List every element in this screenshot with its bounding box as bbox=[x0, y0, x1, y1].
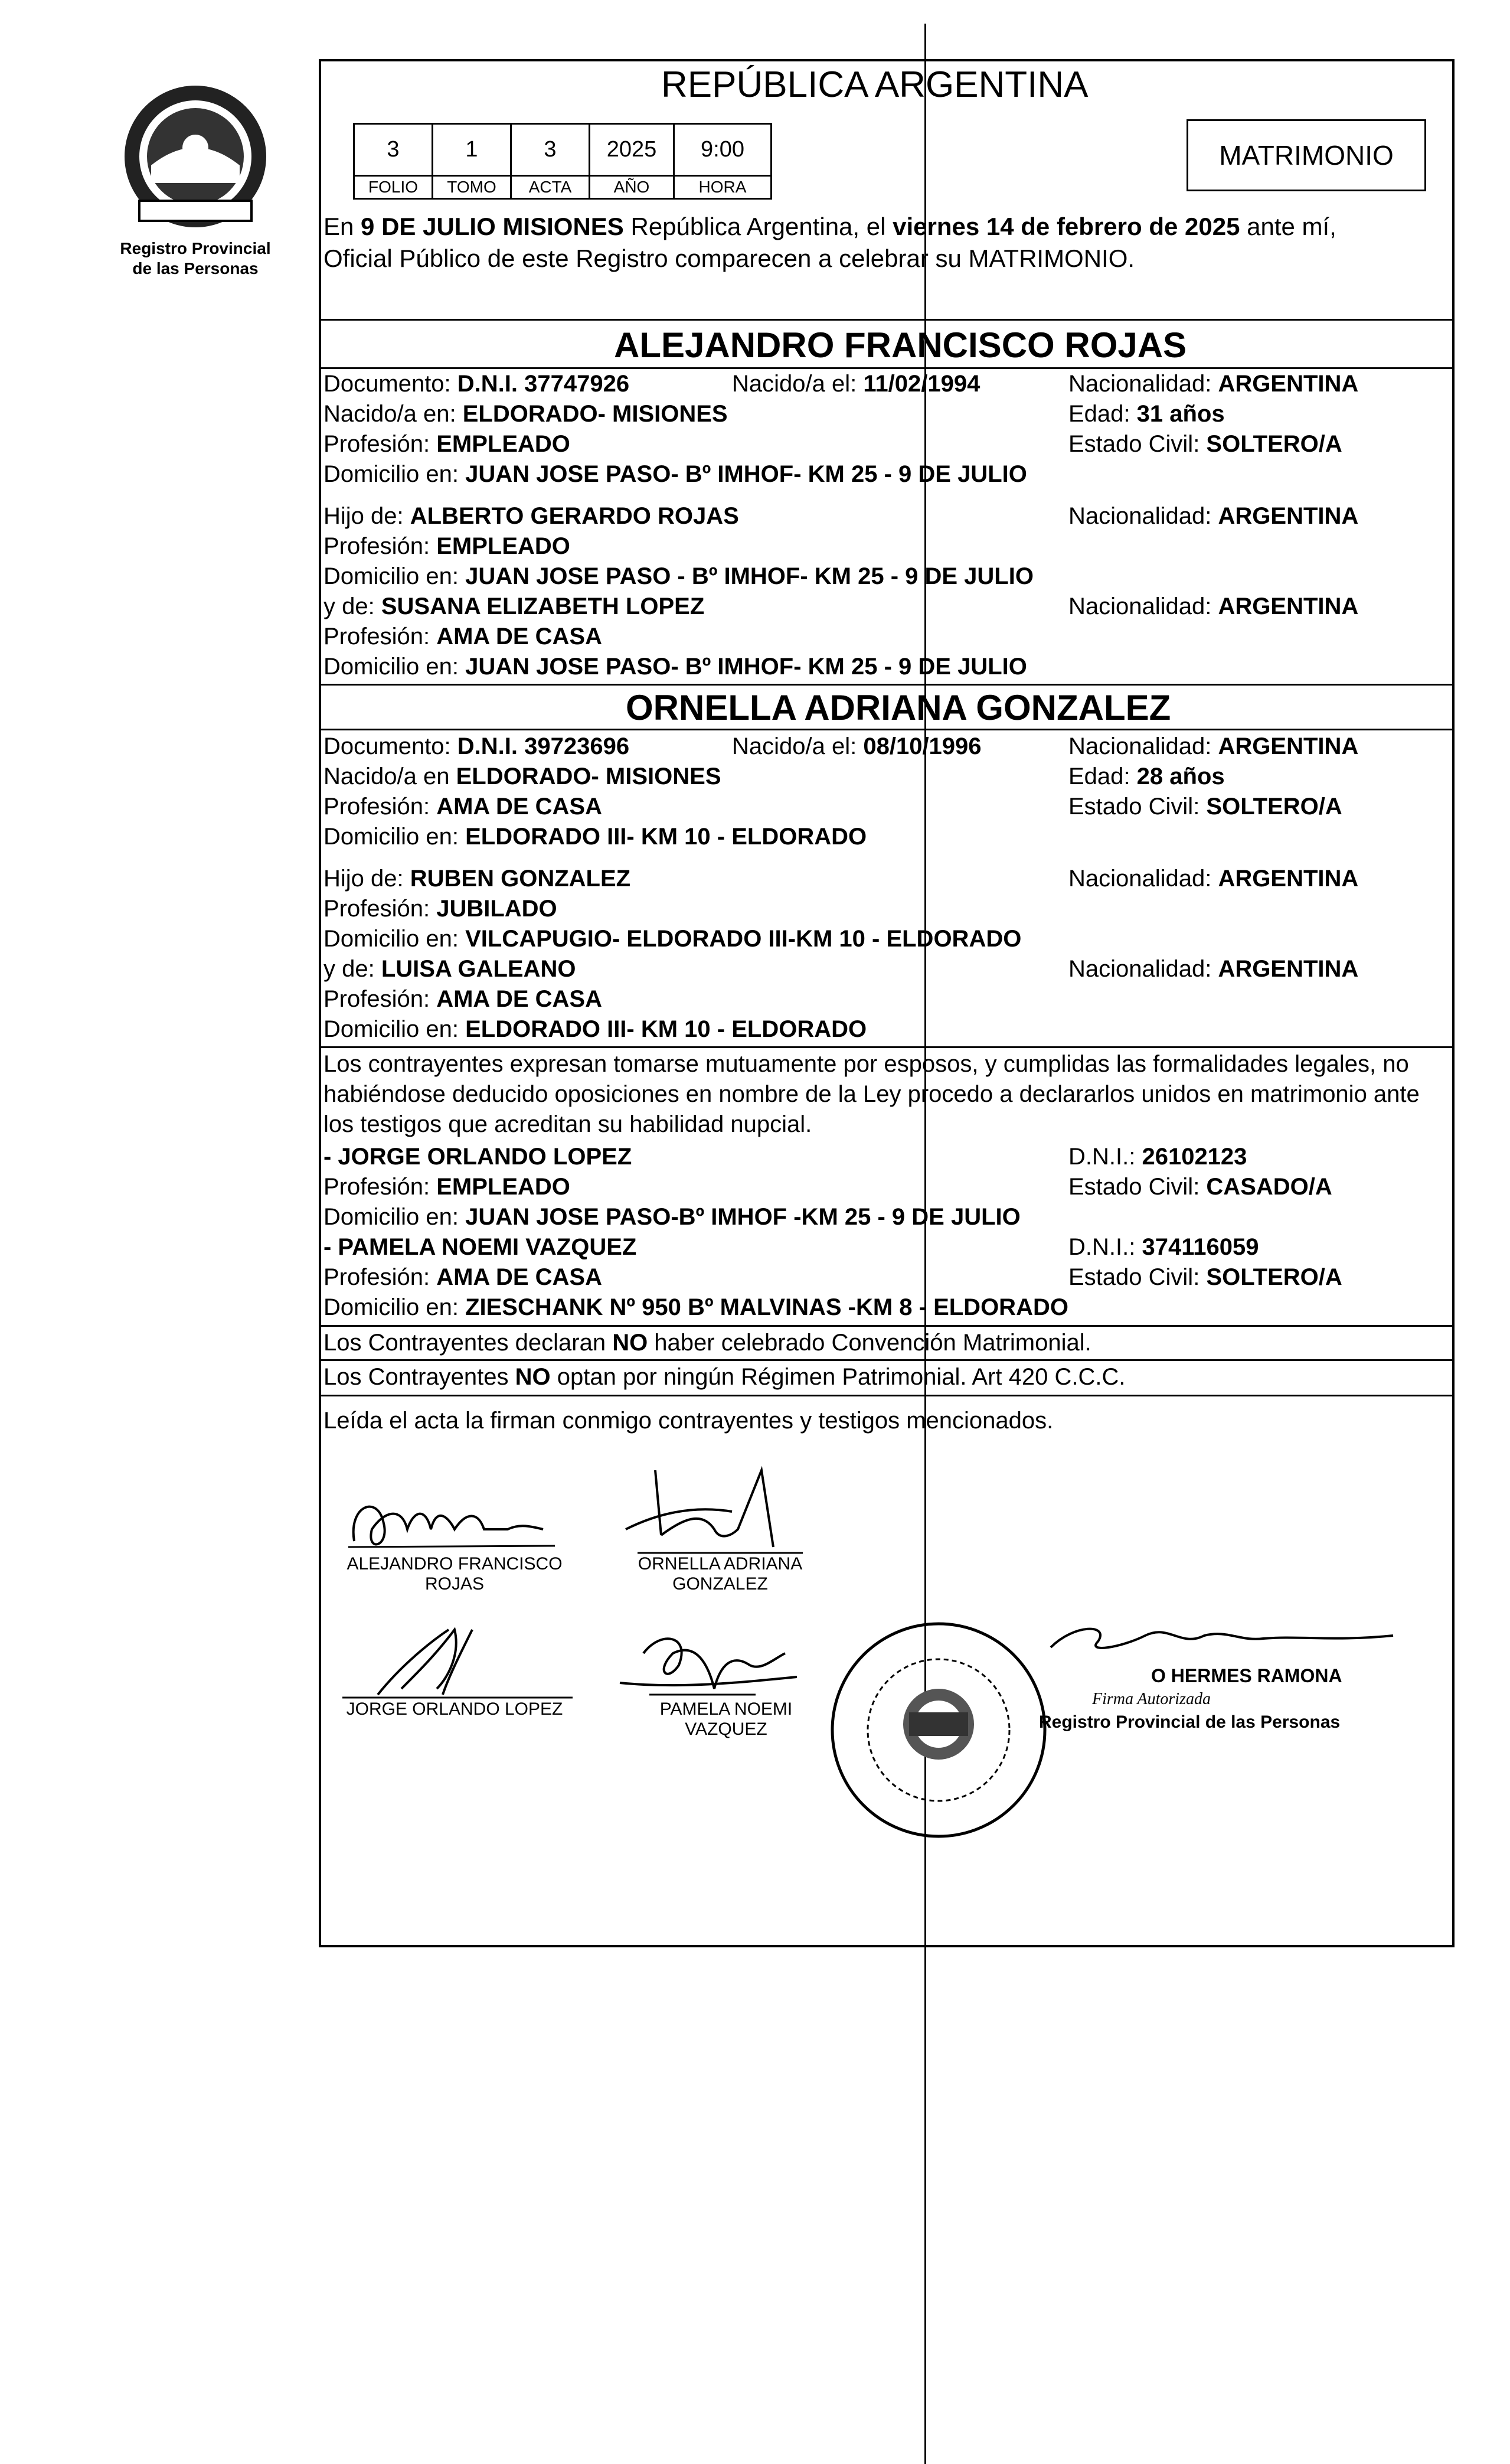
intro-line1 bbox=[323, 211, 1336, 242]
spouse2-mother-nationality: Nacionalidad: ARGENTINA bbox=[1068, 956, 1359, 982]
official-stamp-icon bbox=[821, 1612, 1057, 1848]
spouse1-birthplace: Nacido/a en: ELDORADO- MISIONES bbox=[323, 401, 728, 427]
divider bbox=[319, 1046, 1452, 1048]
intro-mid: República Argentina, el bbox=[623, 213, 893, 240]
hour-value: 9:00 bbox=[675, 125, 770, 177]
intro-place: 9 DE JULIO MISIONES bbox=[361, 213, 624, 240]
doc-type-box bbox=[1187, 119, 1426, 191]
intro-line2: Oficial Público de este Registro comparecen a celebrar su MATRIMONIO. bbox=[323, 244, 1135, 272]
official-stamp bbox=[821, 1612, 1057, 1848]
official-name: O HERMES RAMONA bbox=[1151, 1665, 1342, 1686]
divider bbox=[319, 1325, 1452, 1327]
signature-scribble-icon bbox=[1039, 1612, 1405, 1665]
divider bbox=[319, 729, 1452, 730]
registry-seal-icon bbox=[116, 77, 275, 236]
registry-caption-line2: de las Personas bbox=[132, 259, 259, 278]
spouse2-father-nationality: Nacionalidad: ARGENTINA bbox=[1068, 866, 1359, 892]
country-title: REPÚBLICA ARGENTINA bbox=[661, 64, 1089, 105]
header-field-hour bbox=[675, 125, 770, 198]
convention-line2: Los Contrayentes NO optan por ningún Régimen Patrimonial. Art 420 C.C.C. bbox=[323, 1364, 1126, 1390]
spouse2-civil-status: Estado Civil: SOLTERO/A bbox=[1068, 794, 1342, 820]
witness2-name: - PAMELA NOEMI VAZQUEZ bbox=[323, 1234, 637, 1260]
spouse1-civil-status: Estado Civil: SOLTERO/A bbox=[1068, 431, 1342, 457]
closing-text: Leída el acta la firman conmigo contrayentes y testigos mencionados. bbox=[323, 1408, 1054, 1434]
divider bbox=[319, 684, 1452, 686]
registry-caption bbox=[104, 239, 287, 279]
spouse1-age: Edad: 31 años bbox=[1068, 401, 1225, 427]
signature-scribble-icon bbox=[614, 1453, 826, 1571]
spouse2-mother-address: Domicilio en: ELDORADO III- KM 10 - ELDORADO bbox=[323, 1016, 867, 1042]
year-label: AÑO bbox=[613, 178, 650, 196]
witness1-dni: D.N.I.: 26102123 bbox=[1068, 1144, 1247, 1170]
spouse1-mother: y de: SUSANA ELIZABETH LOPEZ bbox=[323, 593, 705, 619]
spouse2-nationality: Nacionalidad: ARGENTINA bbox=[1068, 733, 1359, 759]
header-field-year bbox=[590, 125, 675, 198]
spouse1-profession: Profesión: EMPLEADO bbox=[323, 431, 570, 457]
declaration-line2: habiéndose deducido oposiciones en nombre de la Ley procedo a declararlos unidos en matrimonio ante bbox=[323, 1081, 1420, 1107]
signature-witness1-label: JORGE ORLANDO LOPEZ bbox=[346, 1699, 563, 1719]
divider bbox=[319, 367, 1452, 369]
spouse1-father: Hijo de: ALBERTO GERARDO ROJAS bbox=[323, 503, 739, 529]
spouse1-mother-nationality: Nacionalidad: ARGENTINA bbox=[1068, 593, 1359, 619]
acta-value: 3 bbox=[512, 125, 589, 177]
witness1-civil-status: Estado Civil: CASADO/A bbox=[1068, 1174, 1332, 1200]
spouse2-mother: y de: LUISA GALEANO bbox=[323, 956, 576, 982]
spouse1-father-address: Domicilio en: JUAN JOSE PASO - Bº IMHOF- KM 25 - 9 DE JULIO bbox=[323, 563, 1034, 589]
witness2-dni: D.N.I.: 374116059 bbox=[1068, 1234, 1259, 1260]
spouse2-document: Documento: D.N.I. 39723696 bbox=[323, 733, 630, 759]
signature-scribble-icon bbox=[331, 1470, 578, 1565]
spouse1-address: Domicilio en: JUAN JOSE PASO- Bº IMHOF- KM 25 - 9 DE JULIO bbox=[323, 461, 1027, 487]
spouse2-address: Domicilio en: ELDORADO III- KM 10 - ELDORADO bbox=[323, 824, 867, 850]
spouse2-father-profession: Profesión: JUBILADO bbox=[323, 896, 557, 922]
year-value: 2025 bbox=[590, 125, 673, 177]
spouse1-father-profession: Profesión: EMPLEADO bbox=[323, 533, 570, 559]
witness2-civil-status: Estado Civil: SOLTERO/A bbox=[1068, 1264, 1342, 1290]
signature-spouse1 bbox=[331, 1470, 578, 1565]
spouse1-document: Documento: D.N.I. 37747926 bbox=[323, 371, 630, 397]
signature-scribble-icon bbox=[331, 1618, 578, 1706]
intro-prefix: En bbox=[323, 213, 361, 240]
header-field-folio bbox=[355, 125, 433, 198]
spouse2-birthdate: Nacido/a el: 08/10/1996 bbox=[732, 733, 982, 759]
spouse2-birthplace: Nacido/a en ELDORADO- MISIONES bbox=[323, 763, 721, 789]
witness1-address: Domicilio en: JUAN JOSE PASO-Bº IMHOF -KM 25 - 9 DE JULIO bbox=[323, 1204, 1021, 1230]
doc-type-label: MATRIMONIO bbox=[1219, 140, 1394, 171]
witness2-profession: Profesión: AMA DE CASA bbox=[323, 1264, 602, 1290]
tomo-value: 1 bbox=[433, 125, 510, 177]
header-fields-table bbox=[353, 123, 772, 200]
signature-witness1 bbox=[331, 1618, 578, 1706]
registry-caption-line1: Registro Provincial bbox=[120, 239, 271, 257]
signature-witness2 bbox=[608, 1618, 821, 1706]
spouse1-father-nationality: Nacionalidad: ARGENTINA bbox=[1068, 503, 1359, 529]
hour-label: HORA bbox=[698, 178, 747, 196]
intro-suffix: ante mí, bbox=[1240, 213, 1336, 240]
spouse1-birthdate: Nacido/a el: 11/02/1994 bbox=[732, 371, 980, 397]
registry-logo bbox=[116, 77, 275, 236]
folio-value: 3 bbox=[355, 125, 432, 177]
spouse2-mother-profession: Profesión: AMA DE CASA bbox=[323, 986, 602, 1012]
signature-spouse2 bbox=[614, 1453, 826, 1571]
declaration-line3: los testigos que acreditan su habilidad nupcial. bbox=[323, 1111, 812, 1137]
spouse2-father: Hijo de: RUBEN GONZALEZ bbox=[323, 866, 631, 892]
divider bbox=[319, 319, 1452, 321]
spouse2-father-address: Domicilio en: VILCAPUGIO- ELDORADO III-KM 10 - ELDORADO bbox=[323, 926, 1022, 952]
spouse2-age: Edad: 28 años bbox=[1068, 763, 1225, 789]
divider bbox=[319, 1359, 1452, 1361]
signature-official bbox=[1039, 1612, 1405, 1665]
spouse1-name: ALEJANDRO FRANCISCO ROJAS bbox=[614, 325, 1187, 365]
acta-label: ACTA bbox=[528, 178, 572, 196]
header-field-acta bbox=[512, 125, 590, 198]
spouse1-nationality: Nacionalidad: ARGENTINA bbox=[1068, 371, 1359, 397]
tomo-label: TOMO bbox=[447, 178, 496, 196]
spouse2-profession: Profesión: AMA DE CASA bbox=[323, 794, 602, 820]
spouse1-mother-profession: Profesión: AMA DE CASA bbox=[323, 624, 602, 650]
official-role: Firma Autorizada bbox=[1092, 1690, 1211, 1708]
spouse1-mother-address: Domicilio en: JUAN JOSE PASO- Bº IMHOF- KM 25 - 9 DE JULIO bbox=[323, 654, 1027, 680]
witness1-profession: Profesión: EMPLEADO bbox=[323, 1174, 570, 1200]
official-org: Registro Provincial de las Personas bbox=[1039, 1712, 1341, 1732]
witness2-address: Domicilio en: ZIESCHANK Nº 950 Bº MALVINAS -KM 8 - ELDORADO bbox=[323, 1294, 1068, 1320]
signature-spouse2-label: ORNELLA ADRIANA GONZALEZ bbox=[638, 1554, 803, 1594]
signature-scribble-icon bbox=[608, 1618, 821, 1706]
witness1-name: - JORGE ORLANDO LOPEZ bbox=[323, 1144, 632, 1170]
signature-spouse1-label: ALEJANDRO FRANCISCO ROJAS bbox=[347, 1554, 563, 1594]
intro-date: viernes 14 de febrero de 2025 bbox=[893, 213, 1240, 240]
declaration-line1: Los contrayentes expresan tomarse mutuamente por esposos, y cumplidas las formalidades legales, no bbox=[323, 1051, 1409, 1077]
header-field-tomo bbox=[433, 125, 512, 198]
convention-line1: Los Contrayentes declaran NO haber celebrado Convención Matrimonial. bbox=[323, 1330, 1091, 1356]
divider bbox=[319, 1395, 1452, 1396]
folio-label: FOLIO bbox=[368, 178, 418, 196]
signature-witness2-label: PAMELA NOEMI VAZQUEZ bbox=[659, 1699, 793, 1739]
spouse2-name: ORNELLA ADRIANA GONZALEZ bbox=[626, 688, 1171, 727]
